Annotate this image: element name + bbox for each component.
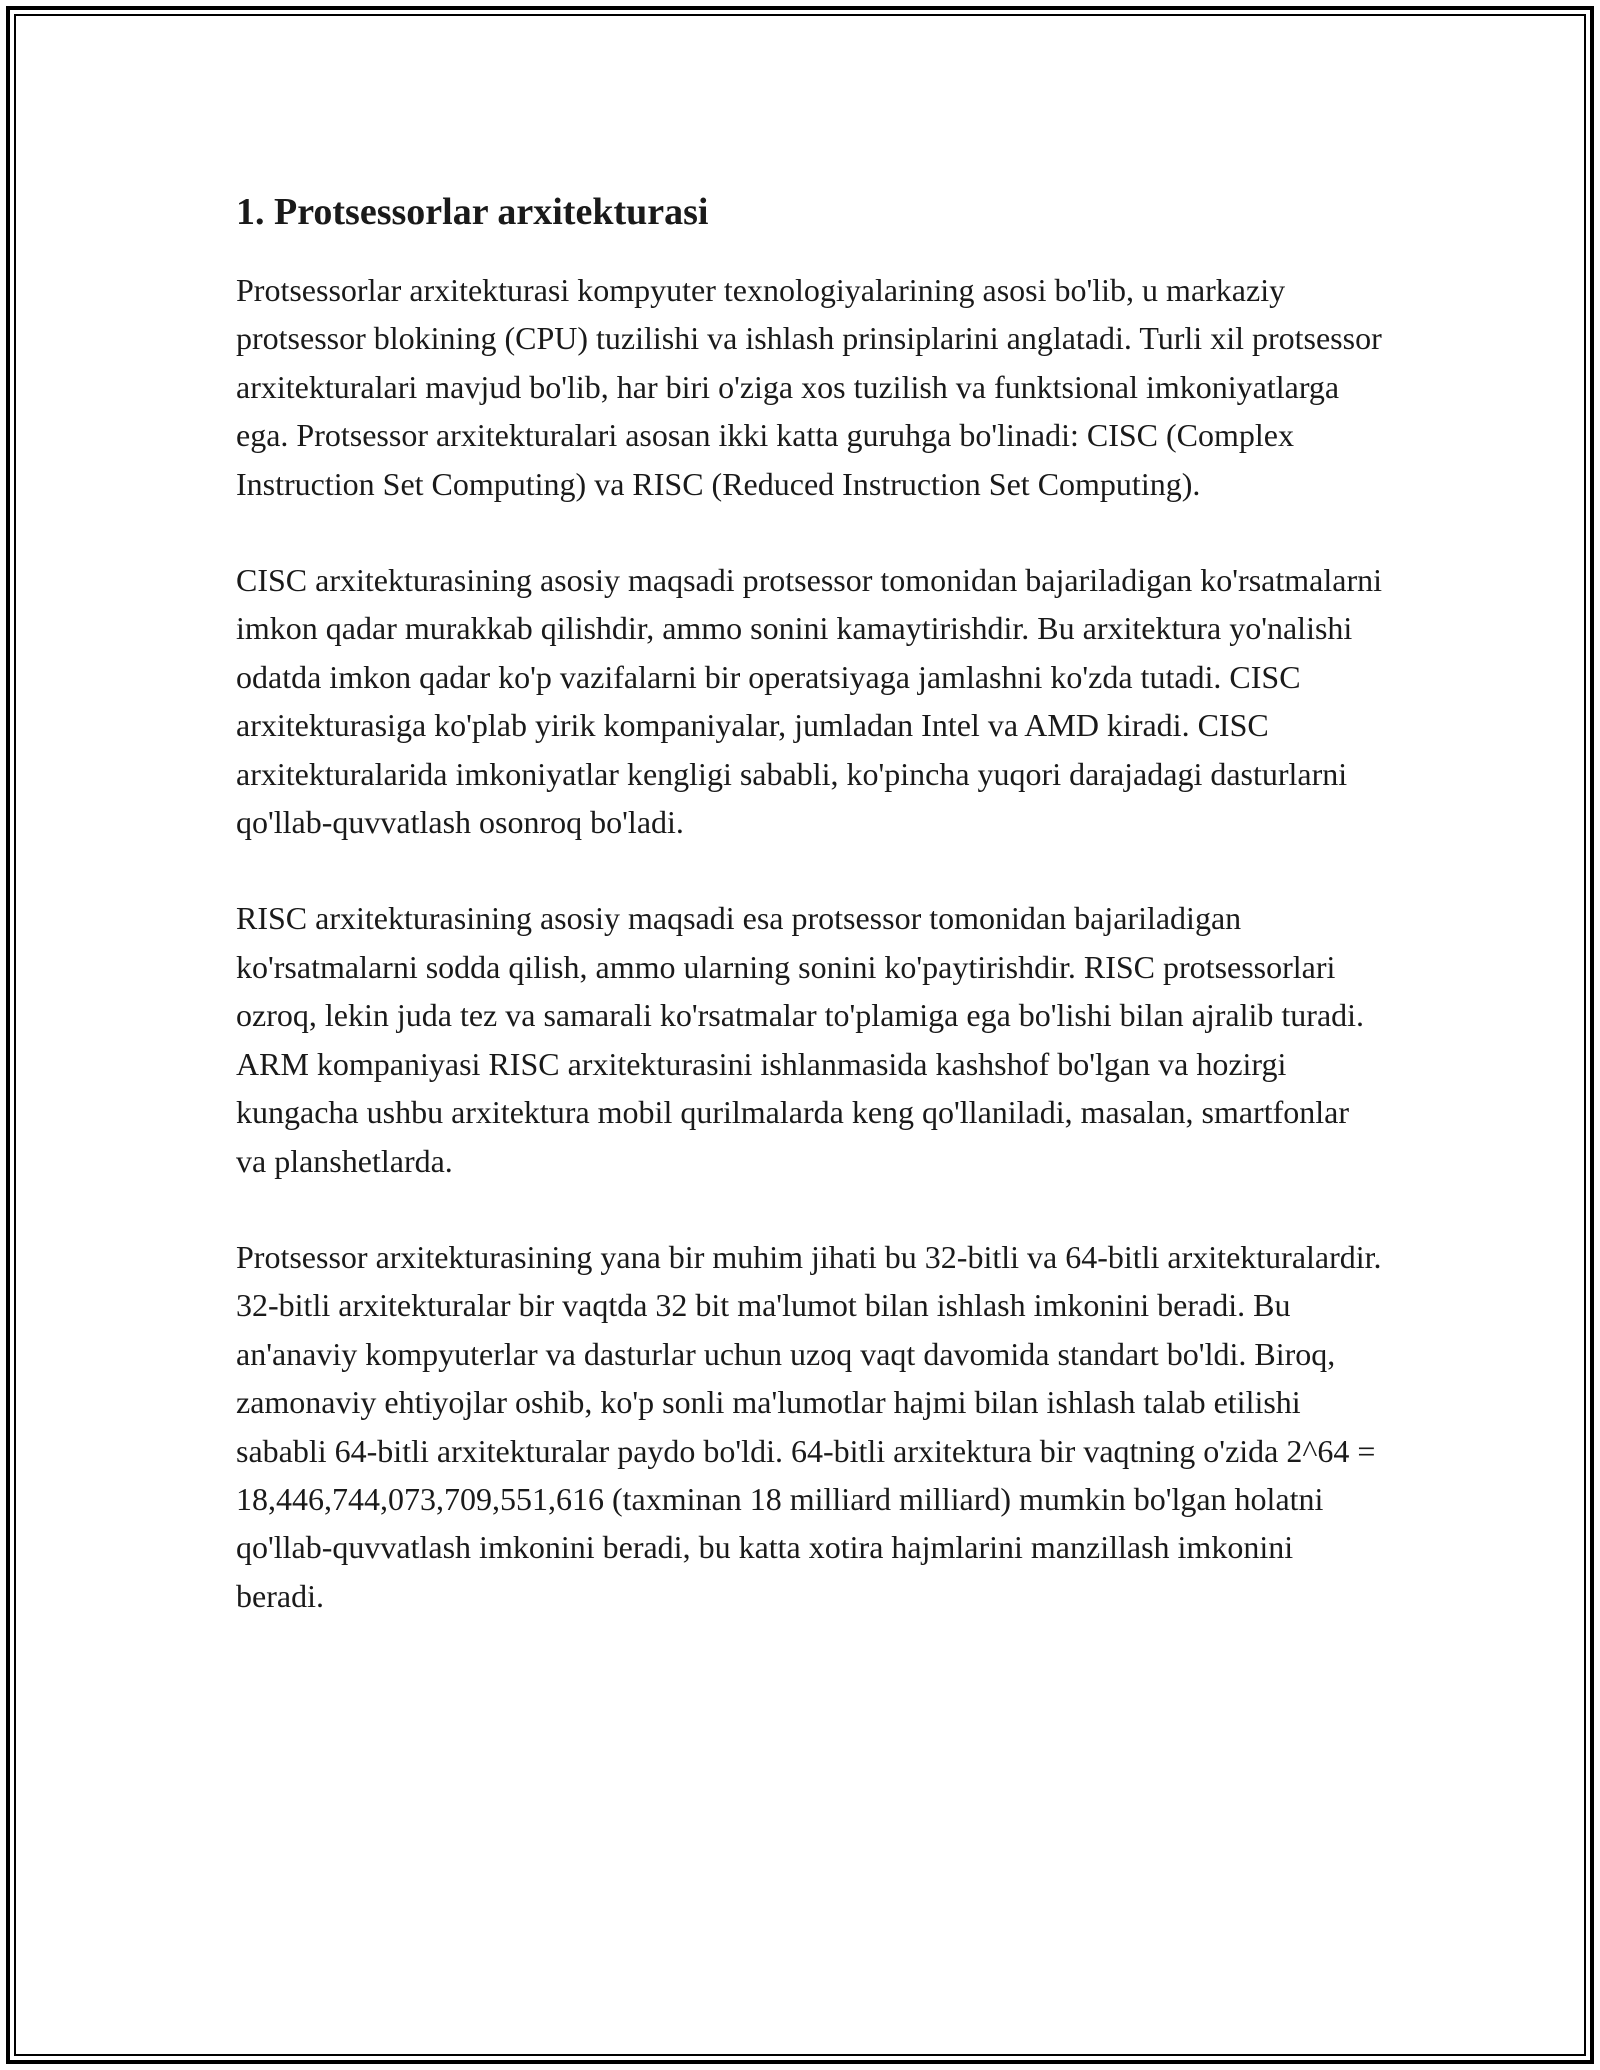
paragraph-risc: RISC arxitekturasining asosiy maqsadi esa protsessor tomonidan bajariladigan ko'rsatmalarni sodda qilish, ammo ularning sonini ko'paytirishdir. RISC protsessorlari ozroq, lekin juda tez va samarali ko'rsatmalar to'plamiga ega bo'lishi bilan ajralib turadi. ARM kompaniyasi RISC arxitekturasini ishlanmasida kashshof bo'lgan va hozirgi kungacha ushbu arxitektura mobil qurilmalarda keng qo'llaniladi, masalan, smartfonlar va planshetlarda.: [236, 900, 1365, 1179]
section-heading: 1. Protsessorlar arxitekturasi: [236, 191, 709, 233]
document-body: [236, 186, 1386, 1620]
paragraph-intro: Protsessorlar arxitekturasi kompyuter texnologiyalarining asosi bo'lib, u markaziy protsessor blokining (CPU) tuzilishi va ishlash prinsiplarini anglatadi. Turli xil protsessor arxitekturalari mavjud bo'lib, har biri o'ziga xos tuzilish va funktsional imkoniyatlarga ega. Protsessor arxitekturalari asosan ikki katta guruhga bo'linadi: CISC (Complex Instruction Set Computing) va RISC (Reduced Instruction Set Computing).: [236, 272, 1382, 502]
paragraph-cisc: CISC arxitekturasining asosiy maqsadi protsessor tomonidan bajariladigan ko'rsatmalarni imkon qadar murakkab qilishdir, ammo sonini kamaytirishdir. Bu arxitektura yo'nalishi odatda imkon qadar ko'p vazifalarni bir operatsiyaga jamlashni ko'zda tutadi. CISC arxitekturasiga ko'plab yirik kompaniyalar, jumladan Intel va AMD kiradi. CISC arxitekturalarida imkoniyatlar kengligi sababli, ko'pincha yuqori darajadagi dasturlarni qo'llab-quvvatlash osonroq bo'ladi.: [236, 562, 1382, 841]
paragraph-bitness: Protsessor arxitekturasining yana bir muhim jihati bu 32-bitli va 64-bitli arxitekturalardir. 32-bitli arxitekturalar bir vaqtda 32 bit ma'lumot bilan ishlash imkonini beradi. Bu an'anaviy kompyuterlar va dasturlar uchun uzoq vaqt davomida standart bo'ldi. Biroq, zamonaviy ehtiyojlar oshib, ko'p sonli ma'lumotlar hajmi bilan ishlash talab etilishi sababli 64-bitli arxitekturalar paydo bo'ldi. 64-bitli arxitektura bir vaqtning o'zida 2^64 = 18,446,744,073,709,551,616 (taxminan 18 milliard milliard) mumkin bo'lgan holatni qo'llab-quvvatlash imkonini beradi, bu katta xotira hajmlarini manzillash imkonini beradi.: [236, 1238, 1382, 1614]
